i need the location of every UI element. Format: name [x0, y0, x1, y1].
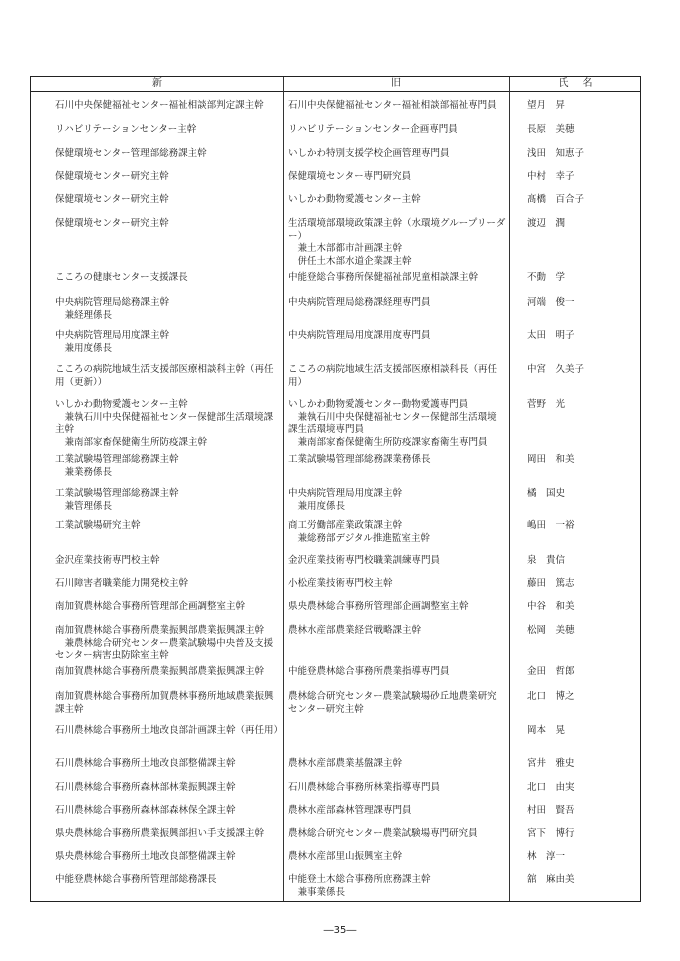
old-position: 中央病院管理局用度課用度専門員	[288, 330, 431, 341]
column-divider	[509, 77, 510, 901]
column-header-name: 氏名	[558, 78, 607, 89]
old-position: 中央病院管理局総務課経理専門員	[288, 297, 431, 308]
person-name: 宮下 博行	[527, 828, 575, 839]
person-name: 村田 賢吾	[527, 805, 575, 816]
new-position: 保健環境センター研究主幹	[55, 171, 169, 182]
personnel-table	[30, 76, 641, 902]
old-position: いしかわ動物愛護センター主幹	[288, 194, 421, 205]
new-position: 保健環境センター管理部総務課主幹	[55, 148, 207, 159]
new-position: 南加賀農林総合事務所加賀農林事務所地域農業振興課主幹	[55, 691, 274, 715]
person-name: 舘 麻由美	[527, 874, 575, 885]
person-name: 藤田 篤志	[527, 578, 575, 589]
person-name: 髙橋 百合子	[527, 194, 585, 205]
old-position: 農林水産部農業経営戦略課主幹	[288, 625, 422, 636]
column-divider	[283, 77, 284, 901]
new-position: 南加賀農林総合事務所管理部企画調整室主幹	[55, 601, 246, 612]
person-name: 嶋田 一裕	[527, 520, 575, 531]
new-position: 工業試験場管理部総務課主幹 兼業務係長	[55, 454, 179, 478]
column-header-new: 新	[152, 78, 162, 89]
person-name: 宮井 雅史	[527, 758, 575, 769]
person-name: 北口 由実	[527, 782, 575, 793]
old-position: 中央病院管理局用度課主幹 兼用度係長	[288, 488, 403, 512]
person-name: 泉 貴信	[527, 555, 566, 566]
person-name: 望月 昇	[527, 100, 566, 111]
person-name: 中村 幸子	[527, 171, 575, 182]
new-position: 保健環境センター研究主幹	[55, 194, 169, 205]
old-position: 石川農林総合事務所林業指導専門員	[288, 782, 441, 793]
new-position: 石川農林総合事務所森林部林業振興課主幹	[55, 782, 236, 793]
person-name: 岡田 和美	[527, 454, 575, 465]
column-header-old: 旧	[391, 78, 401, 89]
person-name: 橘 国史	[527, 488, 566, 499]
new-position: こころの病院地域生活支援部医療相談科主幹（再任用（更新））	[55, 364, 274, 388]
new-position: いしかわ動物愛護センター主幹 兼執石川中央保健福祉センター保健部生活環境課主幹 兼南部家畜保健衛生所防疫課主幹	[55, 399, 274, 448]
new-position: 保健環境センター研究主幹	[55, 218, 169, 229]
old-position: 工業試験場管理部総務課業務係長	[288, 454, 431, 465]
old-position: リハビリテーションセンター企画専門員	[288, 124, 458, 135]
person-name: 浅田 知恵子	[527, 148, 585, 159]
page-number: ―35―	[323, 925, 357, 936]
old-position: 農林総合研究センター農業試験場専門研究員	[288, 828, 478, 839]
old-position: 農林水産部森林管理課専門員	[288, 805, 412, 816]
new-position: 石川農林総合事務所土地改良部計画課主幹（再任用）	[55, 725, 284, 736]
new-position: 工業試験場研究主幹	[55, 520, 141, 531]
old-position: 農林水産部農業基盤課主幹	[288, 758, 403, 769]
new-position: 石川農林総合事務所森林部森林保全課主幹	[55, 805, 236, 816]
old-position: いしかわ特別支援学校企画管理専門員	[288, 148, 450, 159]
new-position: 県央農林総合事務所農業振興部担い手支援課主幹	[55, 828, 265, 839]
person-name: 北口 博之	[527, 691, 575, 702]
person-name: 金田 哲郎	[527, 666, 575, 677]
new-position: 石川障害者職業能力開発校主幹	[55, 578, 189, 589]
new-position: 石川農林総合事務所土地改良部整備課主幹	[55, 758, 236, 769]
new-position: 中央病院管理局総務課主幹 兼経理係長	[55, 297, 170, 321]
old-position: 県央農林総合事務所管理部企画調整室主幹	[288, 601, 469, 612]
old-position: こころの病院地域生活支援部医療相談科長（再任用）	[288, 364, 498, 388]
old-position: 農林水産部里山振興室主幹	[288, 851, 403, 862]
person-name: 渡辺 潤	[527, 218, 566, 229]
new-position: リハビリテーションセンター主幹	[55, 124, 197, 135]
old-position: いしかわ動物愛護センター動物愛護専門員 兼執石川中央保健福祉センター保健部生活環境課生活環境専門員 兼南部家畜保健衛生所防疫課家畜衛生専門員	[288, 399, 497, 448]
person-name: 河端 俊一	[527, 297, 575, 308]
old-position: 小松産業技術専門校主幹	[288, 578, 393, 589]
person-name: 長原 美穂	[527, 124, 575, 135]
old-position: 商工労働部産業政策課主幹 兼総務部デジタル推進監室主幹	[288, 520, 430, 544]
person-name: 太田 明子	[527, 330, 575, 341]
person-name: 中宮 久美子	[527, 364, 585, 375]
old-position: 農林総合研究センター農業試験場砂丘地農業研究センター研究主幹	[288, 691, 497, 715]
old-position: 生活環境部環境政策課主幹（水環境グループリーダー） 兼土木部都市計画課主幹 併任土木部水道企業課主幹	[288, 218, 506, 267]
new-position: 中能登農林総合事務所管理部総務課長	[55, 874, 217, 885]
new-position: 南加賀農林総合事務所農業振興部農業振興課主幹	[55, 666, 265, 677]
person-name: 菅野 光	[527, 399, 566, 410]
new-position: 中央病院管理局用度課主幹 兼用度係長	[55, 330, 170, 354]
new-position: 石川中央保健福祉センター福祉相談部判定課主幹	[55, 100, 264, 111]
old-position: 中能登農林総合事務所農業指導専門員	[288, 666, 450, 677]
new-position: 南加賀農林総合事務所農業振興部農業振興課主幹 兼農林総合研究センター農業試験場中央普及支援センター病害虫防除室主幹	[55, 625, 274, 661]
new-position: 金沢産業技術専門校主幹	[55, 555, 160, 566]
person-name: 林 淳一	[527, 851, 566, 862]
old-position: 中能登土木総合事務所庶務課主幹 兼事業係長	[288, 874, 431, 898]
old-position: 金沢産業技術専門校職業訓練専門員	[288, 555, 441, 566]
new-position: こころの健康センター支援課長	[55, 272, 188, 283]
old-position: 保健環境センター専門研究員	[288, 171, 412, 182]
header-divider	[31, 91, 640, 92]
old-position: 石川中央保健福祉センター福祉相談部福祉専門員	[288, 100, 497, 111]
person-name: 松岡 美穂	[527, 625, 575, 636]
person-name: 不動 学	[527, 272, 566, 283]
old-position: 中能登総合事務所保健福祉部児童相談課主幹	[288, 272, 479, 283]
new-position: 工業試験場管理部総務課主幹 兼管理係長	[55, 488, 179, 512]
person-name: 中谷 和美	[527, 601, 575, 612]
person-name: 岡本 晃	[527, 725, 566, 736]
new-position: 県央農林総合事務所土地改良部整備課主幹	[55, 851, 236, 862]
